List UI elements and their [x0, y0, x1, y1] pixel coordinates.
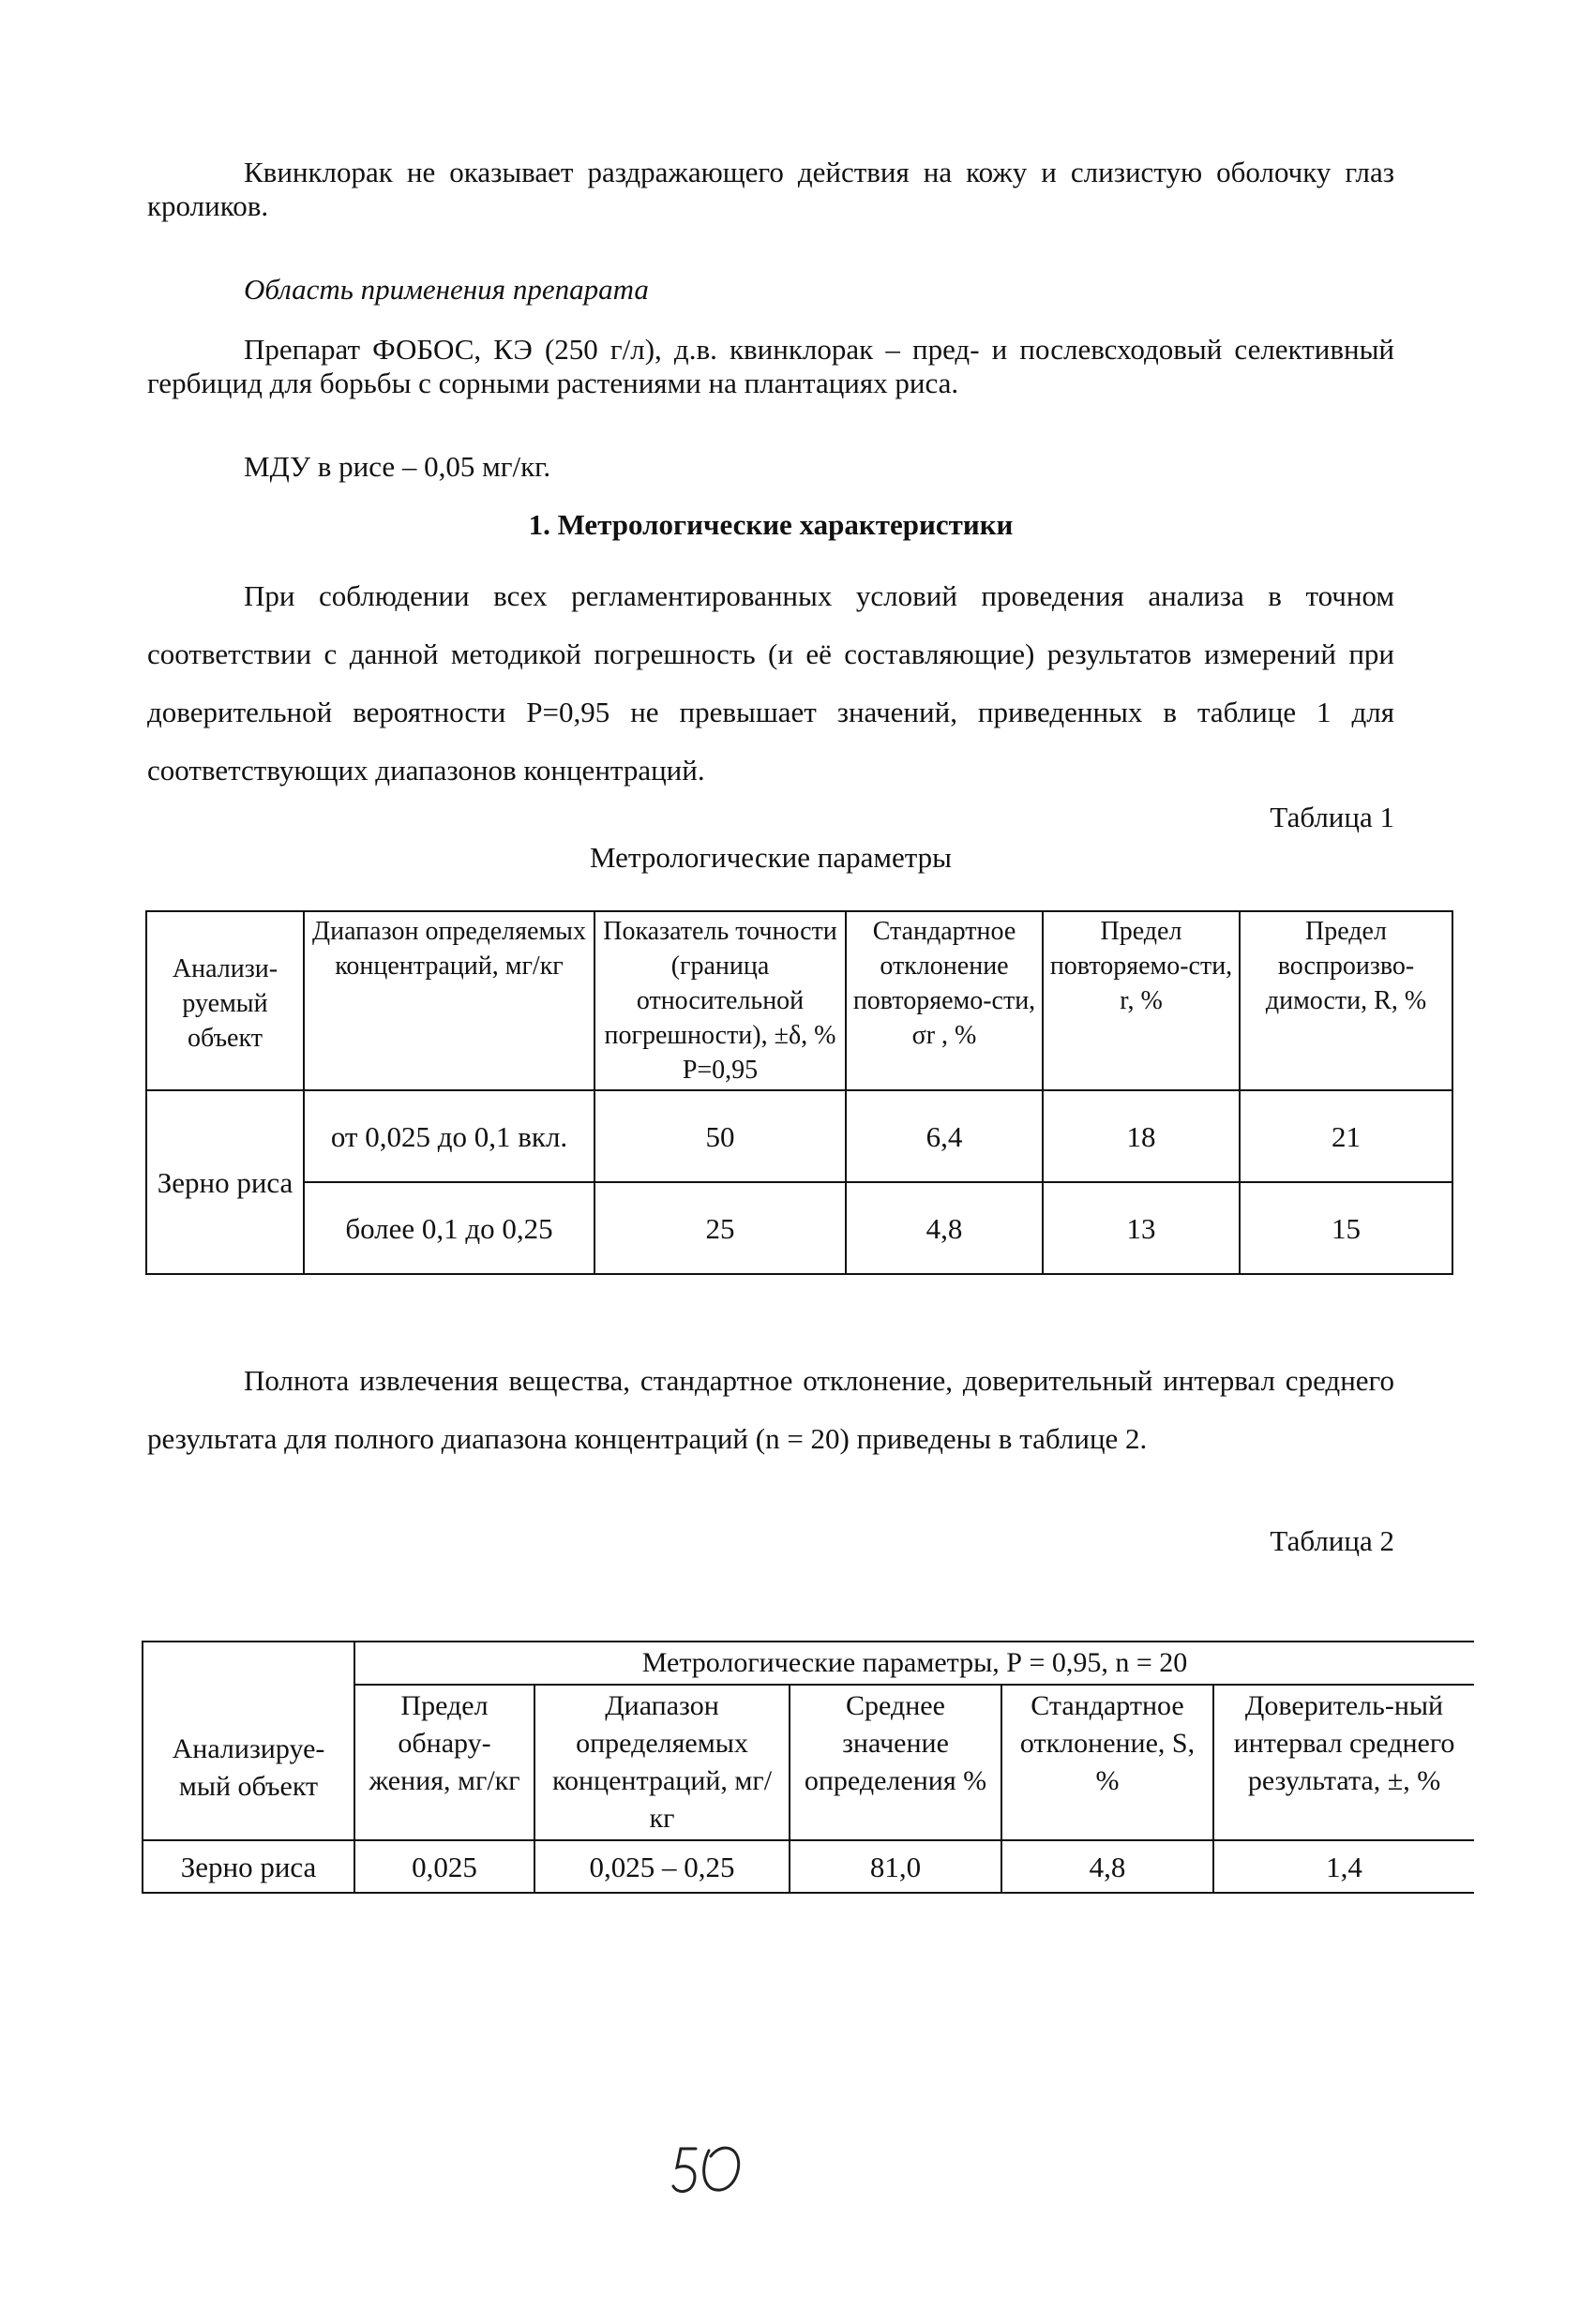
paragraph-irritation: Квинклорак не оказывает раздражающего действия на кожу и слизистую оболочку глаз кроликов.	[147, 156, 1394, 222]
table2-cell: 4,8	[1001, 1840, 1213, 1893]
table1-title: Метрологические параметры	[590, 841, 952, 874]
table2-group-header: Метрологические параметры, Р = 0,95, n = 20	[354, 1642, 1474, 1685]
table1-cell: 13	[1043, 1182, 1240, 1274]
table2-cell: 0,025	[354, 1840, 534, 1893]
table2-header-mean: Среднее значение определения %	[790, 1685, 1001, 1840]
page-number-text: 50	[668, 2137, 669, 2138]
table1-cell: 18	[1043, 1090, 1240, 1182]
table2-header-confidence-interval: Доверитель-ный интервал среднего результата, ±, %	[1213, 1685, 1474, 1840]
table-row	[143, 1840, 1474, 1893]
table-row	[146, 1182, 1452, 1274]
table-metrological-parameters	[145, 910, 1453, 1275]
table1-object-cell: Зерно риса	[146, 1090, 304, 1274]
handwritten-page-number	[668, 2137, 752, 2203]
table1-cell: 6,4	[846, 1090, 1043, 1182]
table1-cell: 21	[1240, 1090, 1452, 1182]
section-heading-metrology: 1. Метрологические характеристики	[528, 508, 1014, 541]
table2-header-detection-limit: Предел обнару-жения, мг/кг	[354, 1685, 534, 1840]
table1-cell: 25	[594, 1182, 846, 1274]
table1-cell: 50	[594, 1090, 846, 1182]
table1-header-repeatability: Предел повторяемо-сти, r, %	[1043, 911, 1240, 1090]
table1-header-object: Анализи-руемый объект	[146, 911, 304, 1090]
paragraph-preparation: Препарат ФОБОС, КЭ (250 г/л), д.в. квинклорак – пред- и послевсходовый селективный гербицид для борьбы с сорными растениями на плантациях риса.	[147, 333, 1394, 399]
table1-header-range: Диапазон определяемых концентраций, мг/кг	[304, 911, 594, 1090]
heading-application-area: Область применения препарата	[244, 273, 649, 306]
table2-label: Таблица 2	[1270, 1524, 1394, 1557]
table2-header-object: Анализируе-мый объект	[143, 1642, 354, 1840]
table2-cell: 0,025 – 0,25	[534, 1840, 790, 1893]
table2-cell: 1,4	[1213, 1840, 1474, 1893]
paragraph-mdu: МДУ в рисе – 0,05 мг/кг.	[244, 450, 551, 483]
table1-cell: от 0,025 до 0,1 вкл.	[304, 1090, 594, 1182]
table2-group-header-row	[143, 1642, 1474, 1685]
table1-cell: 4,8	[846, 1182, 1043, 1274]
table1-header-std-deviation: Стандартное отклонение повторяемо-сти, σr , %	[846, 911, 1043, 1090]
paragraph-metrology-intro: При соблюдении всех регламентированных условий проведения анализа в точном соответствии с данной методикой погрешность (и её составляющие) результатов измерений при доверительной вероятности Р=0,95 не превышает значений, приведенных в таблице 1 для соответствующих диапазонов концентраций.	[147, 579, 1394, 787]
table1-header-accuracy: Показатель точности (граница относительной погрешности), ±δ, % Р=0,95	[594, 911, 846, 1090]
table2-cell: Зерно риса	[143, 1840, 354, 1893]
table2-header-range: Диапазон определяемых концентраций, мг/кг	[534, 1685, 790, 1840]
table1-cell: 15	[1240, 1182, 1452, 1274]
table1-cell: более 0,1 до 0,25	[304, 1182, 594, 1274]
table1-header-reproducibility: Предел воспроизво-димости, R, %	[1240, 911, 1452, 1090]
table-row	[146, 1090, 1452, 1182]
table1-header-row	[146, 911, 1452, 1090]
paragraph-extraction: Полнота извлечения вещества, стандартное отклонение, доверительный интервал среднего результата для полного диапазона концентраций (n = 20) приведены в таблице 2.	[147, 1364, 1394, 1455]
table2-header-std-deviation: Стандартное отклонение, S, %	[1001, 1685, 1213, 1840]
table-extraction-parameters	[142, 1641, 1474, 1894]
table2-cell: 81,0	[790, 1840, 1001, 1893]
table1-label: Таблица 1	[1270, 801, 1394, 833]
